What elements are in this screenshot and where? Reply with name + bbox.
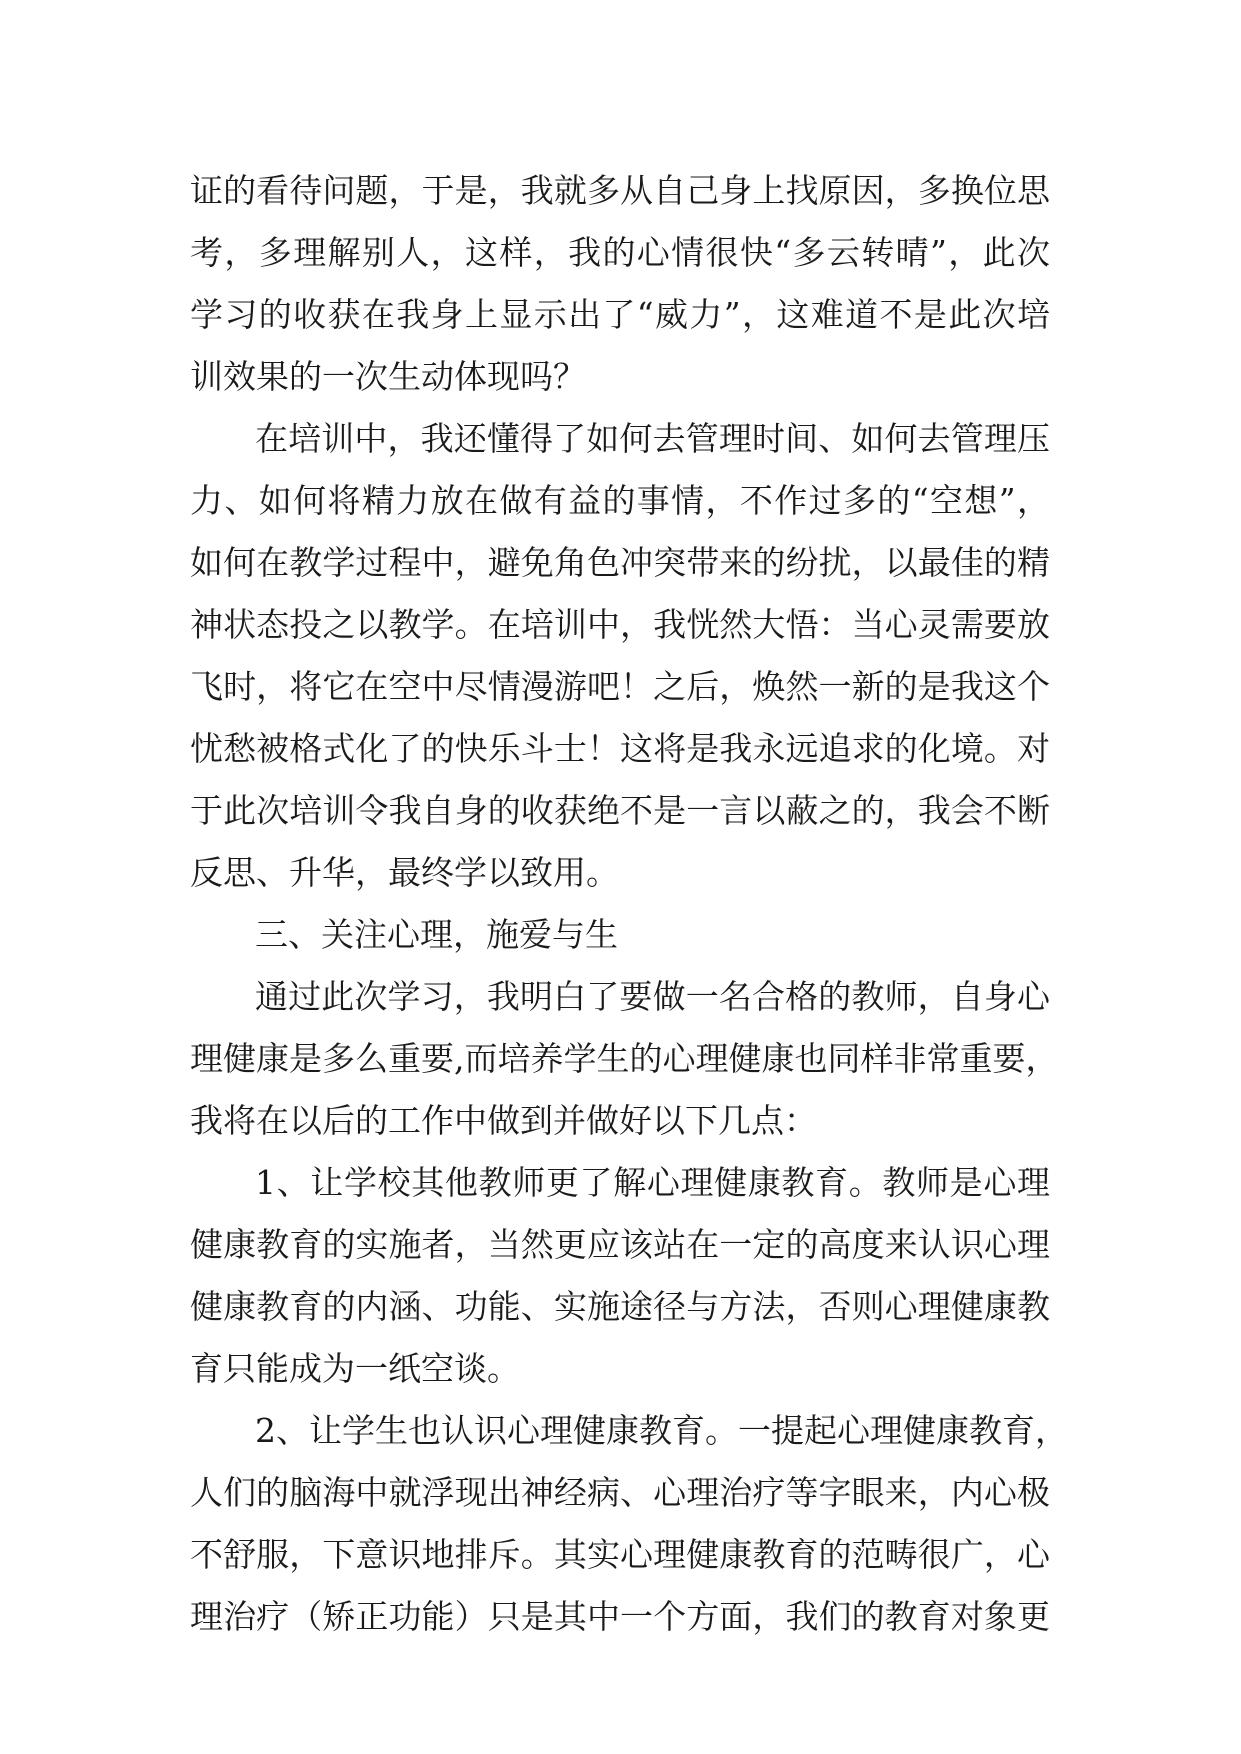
text-line-15: 理健康是多么重要,而培养学生的心理健康也同样非常重要， [190,1039,1059,1078]
text-line-16: 我将在以后的工作中做到并做好以下几点： [190,1101,817,1140]
text-line-19: 健康教育的内涵、功能、实施途径与方法，否则心理健康教 [190,1287,1050,1326]
text-line-21: 2、让学生也认识心理健康教育。一提起心理健康教育， [255,1411,1068,1450]
text-line-6: 力、如何将精力放在做有益的事情，不作过多的“空想”， [190,481,1050,520]
text-line-1: 证的看待问题，于是，我就多从自己身上找原因，多换位思 [190,171,1050,210]
text-line-9: 飞时，将它在空中尽情漫游吧！之后，焕然一新的是我这个 [190,667,1050,706]
text-line-3: 学习的收获在我身上显示出了“威力”，这难道不是此次培 [190,295,1050,334]
text-line-17: 1、让学校其他教师更了解心理健康教育。教师是心理 [255,1163,1050,1202]
text-line-22: 人们的脑海中就浮现出神经病、心理治疗等字眼来，内心极 [190,1473,1050,1512]
text-line-23: 不舒服，下意识地排斥。其实心理健康教育的范畴很广，心 [190,1535,1050,1574]
text-line-14: 通过此次学习，我明白了要做一名合格的教师，自身心 [255,977,1050,1016]
section-heading: 三、关注心理，施爱与生 [255,915,618,954]
text-line-11: 于此次培训令我自身的收获绝不是一言以蔽之的，我会不断 [190,791,1050,830]
text-line-20: 育只能成为一纸空谈。 [190,1349,520,1388]
text-line-2: 考，多理解别人，这样，我的心情很快“多云转晴”，此次 [190,233,1050,272]
text-line-12: 反思、升华，最终学以致用。 [190,853,619,892]
text-line-24: 理治疗（矫正功能）只是其中一个方面，我们的教育对象更 [190,1597,1050,1636]
text-line-10: 忧愁被格式化了的快乐斗士！这将是我永远追求的化境。对 [190,729,1050,768]
text-line-5: 在培训中，我还懂得了如何去管理时间、如何去管理压 [255,419,1050,458]
text-line-7: 如何在教学过程中，避免角色冲突带来的纷扰，以最佳的精 [190,543,1050,582]
text-line-8: 神状态投之以教学。在培训中，我恍然大悟：当心灵需要放 [190,605,1050,644]
text-line-4: 训效果的一次生动体现吗？ [190,357,586,396]
text-line-18: 健康教育的实施者，当然更应该站在一定的高度来认识心理 [190,1225,1050,1264]
